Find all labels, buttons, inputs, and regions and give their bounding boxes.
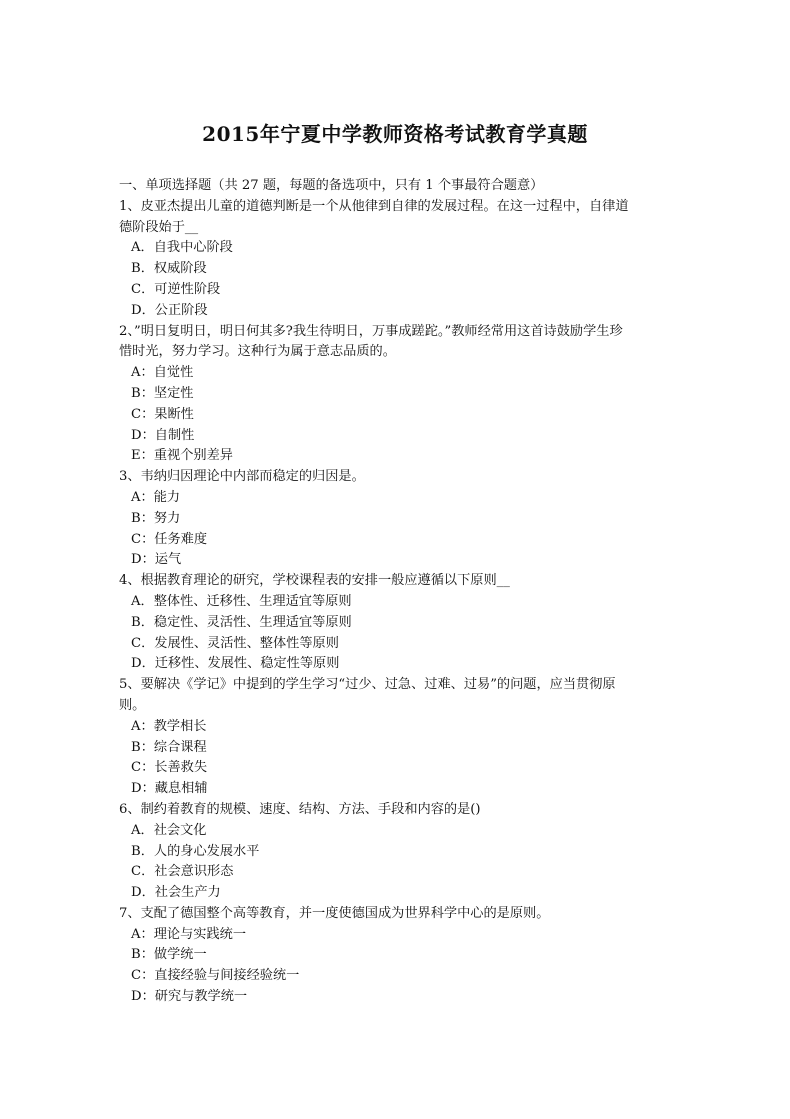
- option-c: C：直接经验与间接经验统一: [131, 968, 300, 984]
- question-7: [119, 904, 679, 1008]
- option-c: C：果断性: [131, 406, 194, 422]
- option-d: D．公正阶段: [131, 302, 208, 318]
- option-d: D．社会生产力: [131, 885, 221, 901]
- question-6: [119, 800, 679, 904]
- question-5: [119, 675, 679, 800]
- question-text: 1、皮亚杰提出儿童的道德判断是一个从他律到自律的发展过程。在这一过程中，自律道: [119, 198, 629, 214]
- question-1: [119, 197, 679, 322]
- option-b: B：努力: [131, 510, 181, 526]
- option-a: A：能力: [131, 489, 181, 505]
- option-d: D：藏息相辅: [131, 781, 208, 797]
- option-a: A：自觉性: [131, 365, 194, 381]
- option-b: B．人的身心发展水平: [131, 843, 260, 859]
- question-text: 3、韦纳归因理论中内部而稳定的归因是。: [119, 469, 365, 485]
- question-text: 4、根据教育理论的研究，学校课程表的安排一般应遵循以下原则__: [119, 573, 510, 589]
- option-d: D．迁移性、发展性、稳定性等原则: [131, 656, 340, 672]
- question-text: 德阶段始于__: [119, 219, 199, 235]
- option-a: A．社会文化: [131, 822, 207, 838]
- question-text: 2、”明日复明日，明日何其多?我生待明日，万事成蹉跎。”教师经常用这首诗鼓励学生珍: [119, 323, 623, 339]
- option-b: B．权威阶段: [131, 261, 207, 277]
- option-c: C．社会意识形态: [131, 864, 234, 880]
- question-text: 则。: [119, 697, 146, 713]
- question-text: 6、制约着教育的规模、速度、结构、方法、手段和内容的是(): [119, 801, 481, 817]
- option-a: A：教学相长: [131, 718, 207, 734]
- option-a: A．自我中心阶段: [131, 240, 233, 256]
- question-4: [119, 571, 679, 675]
- question-text: 7、支配了德国整个高等教育，并一度使德国成为世界科学中心的是原则。: [119, 905, 550, 921]
- option-d: D：研究与教学统一: [131, 989, 248, 1005]
- question-text: 惜时光，努力学习。这种行为属于意志品质的。: [119, 344, 396, 360]
- question-2: [119, 322, 679, 468]
- question-text: 5、要解决《学记》中提到的学生学习“过少、过急、过难、过易”的问题，应当贯彻原: [119, 677, 616, 693]
- option-d: D：自制性: [131, 427, 195, 443]
- option-c: C．发展性、灵活性、整体性等原则: [131, 635, 339, 651]
- option-c: C：任务难度: [131, 531, 208, 547]
- section-heading: 一、单项选择题（共 27 题，每题的备选项中，只有 1 个事最符合题意）: [119, 178, 544, 193]
- option-e: E：重视个别差异: [131, 448, 233, 464]
- document-title: 2015年宁夏中学教师资格考试教育学真题: [202, 122, 588, 146]
- option-a: A．整体性、迁移性、生理适宜等原则: [131, 593, 352, 609]
- option-b: B：做学统一: [131, 947, 207, 963]
- option-b: B．稳定性、灵活性、生理适宜等原则: [131, 614, 352, 630]
- document-body: [119, 176, 679, 1008]
- option-c: C．可逆性阶段: [131, 281, 221, 297]
- option-b: B：综合课程: [131, 739, 207, 755]
- option-b: B：坚定性: [131, 385, 194, 401]
- option-d: D：运气: [131, 552, 182, 568]
- question-3: [119, 467, 679, 571]
- option-c: C：长善救失: [131, 760, 208, 776]
- option-a: A：理论与实践统一: [131, 926, 247, 942]
